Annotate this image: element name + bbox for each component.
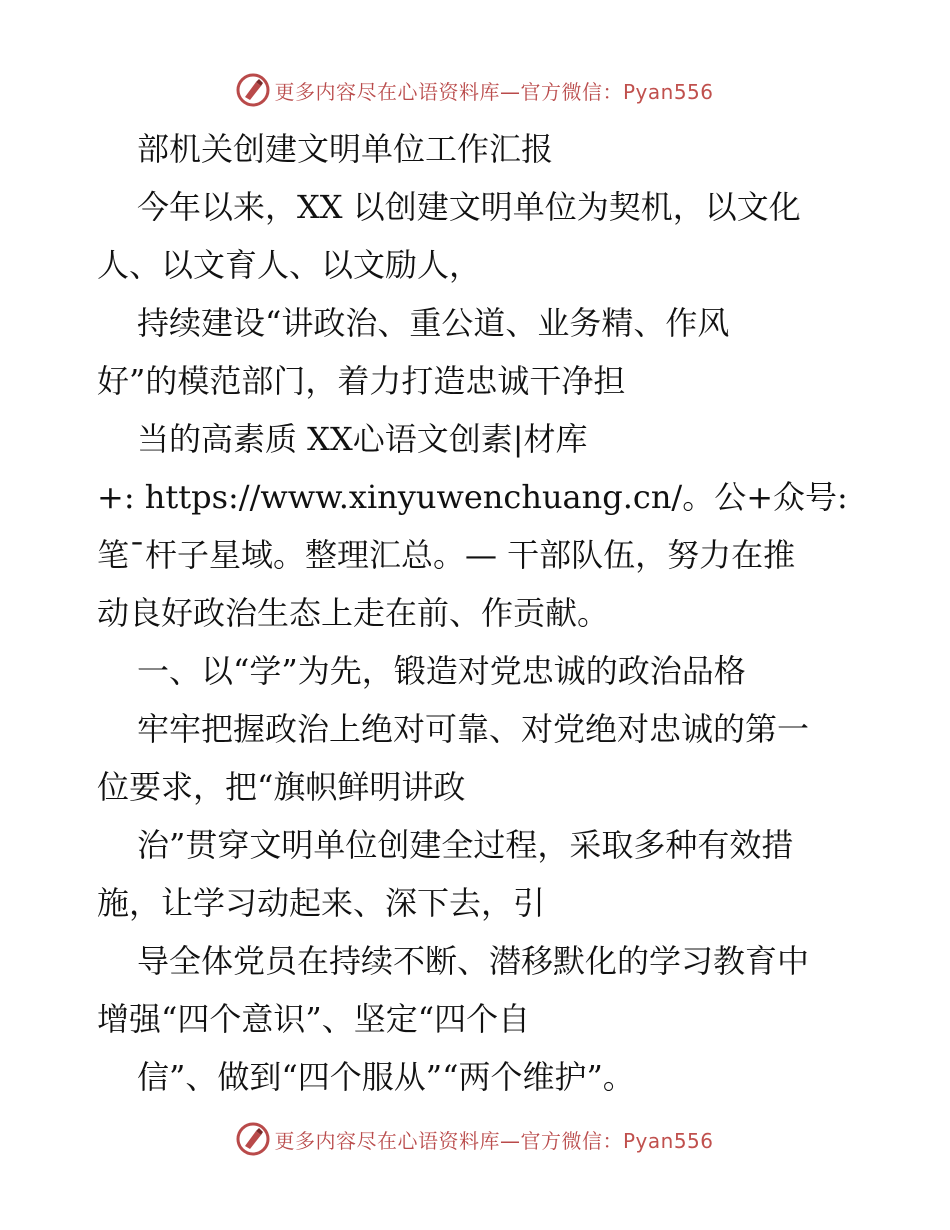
text-line: 一、以“学”为先，锻造对党忠诚的政治品格 (137, 652, 746, 690)
text-line: 导全体党员在持续不断、潜移默化的学习教育中 (137, 942, 810, 980)
text-line: 人、以文育人、以文励人， (97, 246, 482, 284)
text-line: 当的高素质 XX心语文创素|材库 (137, 420, 588, 458)
text-line: 牢牢把握政治上绝对可靠、对党绝对忠诚的第一 (137, 710, 810, 748)
watermark-text: 更多内容尽在心语资料库—官方微信：Pyan556 (274, 1128, 714, 1153)
logo-icon (236, 1122, 270, 1156)
text-line: 动良好政治生态上走在前、作贡献。 (97, 594, 610, 632)
text-line: 部机关创建文明单位工作汇报 (137, 130, 554, 168)
document-body (97, 120, 857, 1106)
text-line: 笔¯杆子星域。整理汇总。— 干部队伍，努力在推 (97, 536, 796, 574)
watermark-header (0, 70, 950, 110)
text-line: 好”的模范部门，着力打造忠诚干净担 (97, 362, 626, 400)
watermark-text: 更多内容尽在心语资料库—官方微信：Pyan556 (274, 79, 714, 104)
text-line: 施，让学习动起来、深下去，引 (97, 884, 546, 922)
text-line: 今年以来，XX 以创建文明单位为契机，以文化 (137, 188, 801, 226)
text-line: 治”贯穿文明单位创建全过程，采取多种有效措 (137, 826, 794, 864)
watermark-footer (0, 1119, 950, 1159)
text-line: +: https://www.xinyuwenchuang.cn/。公+众号: (97, 478, 848, 516)
text-line: 位要求，把“旗帜鲜明讲政 (97, 768, 466, 806)
logo-icon (236, 73, 270, 107)
text-line: 信”、做到“四个服从”“两个维护”。 (137, 1058, 635, 1096)
text-line: 持续建设“讲政治、重公道、业务精、作风 (137, 304, 730, 342)
text-line: 增强“四个意识”、坚定“四个自 (97, 1000, 531, 1038)
